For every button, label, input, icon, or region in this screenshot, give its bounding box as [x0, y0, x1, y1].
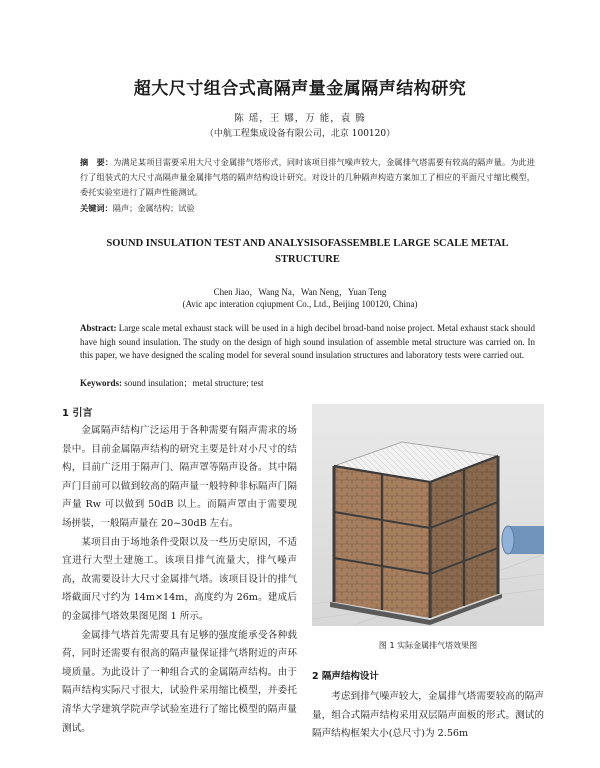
english-affiliation: (Avic apc interation cqiupment Co., Ltd., Beijing 100120, China)	[182, 299, 418, 309]
abstract-label-en: Abstract:	[80, 323, 117, 333]
section-2-heading: 2 隔声结构设计	[312, 671, 379, 682]
keywords-label: 关键词：	[80, 203, 113, 213]
english-abstract	[80, 322, 535, 363]
paragraph: 金属排气塔首先需要具有足够的强度能承受各种载荷，同时还需要有很高的隔声量保证排气塔附近的声环境质量。为此设计了一种组合式的金属隔声结构。由于隔声结构实际尺寸很大，试验件采用缩比模型，并委托清华大学建筑学院声学试验室进行了缩比模型的隔声量测试。	[62, 629, 297, 734]
affiliation: （中航工程集成设备有限公司，北京 100120）	[204, 129, 396, 139]
english-keywords	[80, 376, 535, 389]
chinese-keywords	[80, 203, 535, 214]
keywords-text-en: sound insulation；metal structure; test	[122, 378, 264, 388]
chinese-abstract	[80, 155, 535, 200]
exhaust-tower-image	[312, 404, 544, 626]
abstract-label: 摘 要：	[80, 157, 114, 167]
paragraph: 金属隔声结构广泛运用于各种需要有隔声需求的场景中。目前金属隔声结构的研究主要是针对小尺寸的结构，目前广泛用于隔声门、隔声罩等隔声设备。其中隔声门目前可以做到较高的隔声量一般特种非标隔声门隔声量 Rw 可以做到 50dB 以上。而隔声罩由于需要现场拼装，一般隔声量在 20~30dB 左右。	[62, 425, 297, 529]
english-authors: Chen Jiao，Wang Na，Wan Neng，Yuan Teng	[213, 287, 387, 297]
paper-title: 超大尺寸组合式高隔声量金属隔声结构研究	[133, 79, 467, 99]
paragraph: 某项目由于场地条件受限以及一些历史原因，不适宜进行大型土建施工。该项目排气流量大，排气噪声高，故需要设计大尺寸金属排气塔。该项目设计的排气塔截面尺寸约为 14m×14m，高度约为 26m。建成后的金属排气塔效果图见图 1 所示。	[62, 536, 297, 622]
abstract-text: 为满足某项目需要采用大尺寸金属排气塔形式，同时该项目排气噪声较大，金属排气塔需要有较高的隔声量。为此进行了组装式的大尺寸高隔声量金属排气塔的隔声结构设计研究。对设计的几种隔声构造方案加工了相应的平面尺寸缩比模型，委托实验室进行了隔声性能测试。	[80, 157, 535, 197]
author-list: 陈 瑶，王 娜，万 能，袁 腾	[234, 113, 366, 124]
abstract-text-en: Large scale metal exhaust stack will be used in a high decibel broad-band noise project. Metal exhaust stack should have high sound insulation. The study on the design of high sound insulation of assemble metal structure was carried on. In this paper, we have designed the scaling model for several sound insulation structures and laboratory tests were carried out.	[80, 323, 535, 360]
section-1-heading: 1 引言	[62, 408, 93, 419]
keywords-label-en: Keywords:	[80, 378, 122, 388]
figure-1-exhaust-tower-rendering	[312, 404, 544, 626]
paragraph: 考虑到排气噪声较大，金属排气塔需要较高的隔声量，组合式隔声结构采用双层隔声面板的形式。测试的隔声结构框架大小(总尺寸)为 2.56m	[312, 691, 544, 740]
keywords-text: 隔声；金属结构；试验	[112, 203, 195, 213]
figure-1-caption: 图 1 实际金属排气塔效果图	[378, 641, 478, 650]
left-column	[62, 422, 297, 738]
right-column	[312, 688, 544, 744]
english-title: SOUND INSULATION TEST AND ANALYSISOFASSEMBLE LARGE SCALE METAL STRUCTURE	[106, 238, 509, 265]
